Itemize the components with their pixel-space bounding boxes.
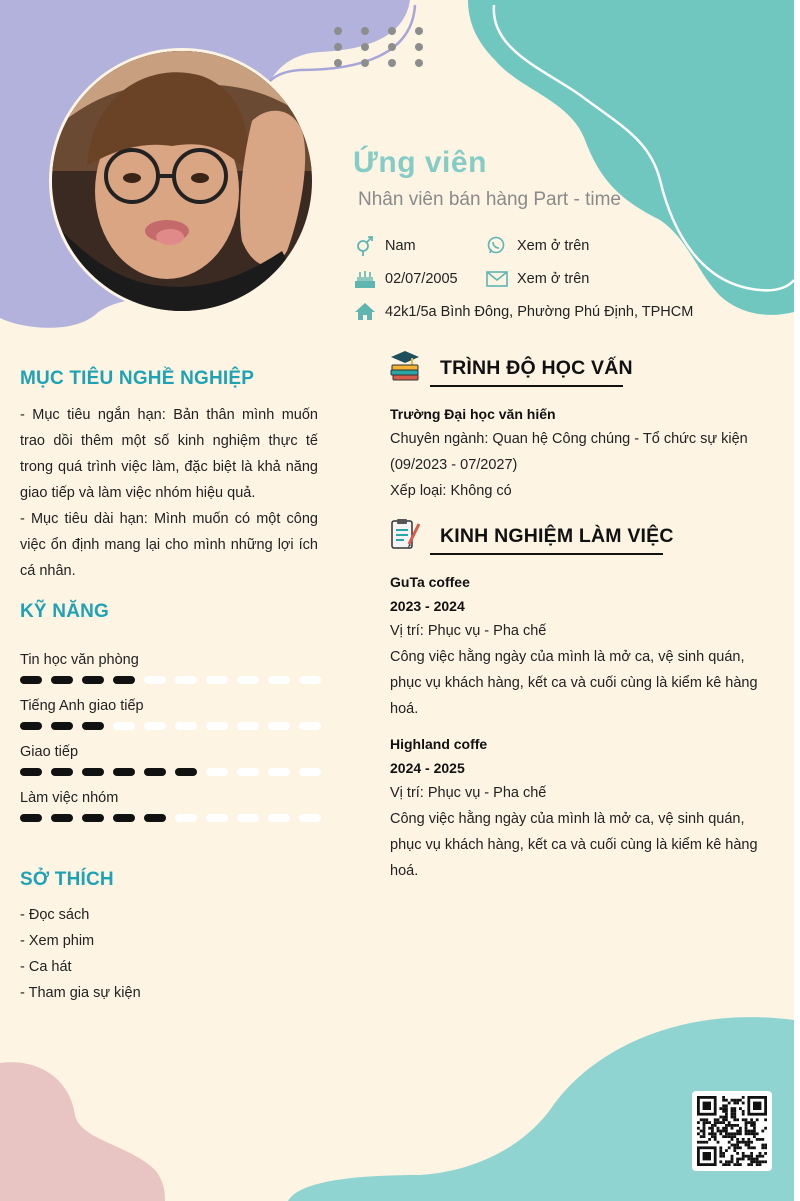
- skill-name: Giao tiếp: [20, 744, 79, 760]
- skill-dash-empty: [144, 676, 166, 684]
- skill-dash-empty: [175, 676, 197, 684]
- home-icon: [354, 302, 376, 322]
- skill-name: Tin học văn phòng: [20, 652, 139, 668]
- email-row: [486, 269, 589, 289]
- skill-dash-empty: [268, 814, 290, 822]
- skill-dash-empty: [237, 768, 259, 776]
- hobbies-title: SỞ THÍCH: [20, 869, 114, 890]
- job-company: GuTa coffee: [390, 574, 470, 590]
- skill-dash-filled: [20, 676, 42, 684]
- skill-dash-filled: [82, 676, 104, 684]
- skill-bar: [20, 674, 320, 684]
- job-position: Vị trí: Phục vụ - Pha chế: [390, 785, 547, 801]
- skill-dash-filled: [51, 814, 73, 822]
- qr-code: [692, 1091, 772, 1171]
- skill-dash-filled: [144, 768, 166, 776]
- skill-bar: [20, 812, 320, 822]
- education-school: Trường Đại học văn hiến: [390, 406, 556, 422]
- skill-dash-empty: [175, 722, 197, 730]
- job-description: Công việc hằng ngày của mình là mở ca, vệ sinh quán, phục vụ khách hàng, kết ca và cuối cùng là kiểm kê hàng hoá.: [390, 649, 758, 717]
- experience-title: KINH NGHIỆM LÀM VIỆC: [440, 525, 674, 547]
- skill-dash-empty: [175, 814, 197, 822]
- education-period: (09/2023 - 07/2027): [390, 457, 518, 473]
- education-title: TRÌNH ĐỘ HỌC VẤN: [440, 357, 633, 379]
- education-major: Chuyên ngành: Quan hệ Công chúng - Tổ chức sự kiện: [390, 431, 748, 447]
- skill-bar: [20, 720, 320, 730]
- envelope-icon: [486, 269, 508, 289]
- skill-dash-empty: [299, 768, 321, 776]
- birthday-row: [354, 269, 458, 289]
- skills-title: KỸ NĂNG: [20, 601, 110, 622]
- books-icon: [389, 350, 421, 382]
- skill-dash-empty: [237, 814, 259, 822]
- skill-dash-filled: [20, 814, 42, 822]
- skill-dash-filled: [82, 768, 104, 776]
- skill-dash-filled: [144, 814, 166, 822]
- education-grade: Xếp loại: Không có: [390, 483, 512, 499]
- skill-dash-filled: [113, 676, 135, 684]
- job-company: Highland coffe: [390, 736, 488, 752]
- skill-dash-filled: [20, 722, 42, 730]
- gender-icon: [354, 236, 376, 256]
- skill-dash-empty: [237, 676, 259, 684]
- skill-dash-empty: [299, 814, 321, 822]
- phone-row: [486, 236, 589, 256]
- skill-dash-filled: [20, 768, 42, 776]
- skill-dash-filled: [82, 722, 104, 730]
- skill-dash-empty: [268, 722, 290, 730]
- skill-bar: [20, 766, 320, 776]
- skill-dash-empty: [268, 676, 290, 684]
- email-value: Xem ở trên: [517, 271, 590, 287]
- candidate-role: Nhân viên bán hàng Part - time: [358, 189, 621, 210]
- skill-dash-empty: [206, 676, 228, 684]
- hobby-item: - Xem phim: [20, 933, 95, 949]
- skill-dash-empty: [299, 676, 321, 684]
- skill-name: Làm việc nhóm: [20, 790, 119, 806]
- skill-dash-empty: [237, 722, 259, 730]
- education-underline: [430, 385, 623, 387]
- job-period: 2024 - 2025: [390, 760, 465, 776]
- candidate-name: Ứng viên: [353, 146, 487, 179]
- phone-value: Xem ở trên: [517, 238, 590, 254]
- skill-dash-filled: [82, 814, 104, 822]
- skill-dash-filled: [51, 722, 73, 730]
- career-long-term: - Mục tiêu dài hạn: Mình muốn có một công việc ổn định mang lại cho mình những lợi ích cá nhân.: [20, 511, 318, 579]
- skill-dash-filled: [113, 768, 135, 776]
- address-value: 42k1/5a Bình Đông, Phường Phú Định, TPHCM: [385, 304, 694, 320]
- job-position: Vị trí: Phục vụ - Pha chế: [390, 623, 547, 639]
- skill-dash-empty: [268, 768, 290, 776]
- hobby-item: - Đọc sách: [20, 907, 90, 923]
- hobby-item: - Ca hát: [20, 959, 72, 975]
- skill-dash-empty: [206, 722, 228, 730]
- hobby-item: - Tham gia sự kiện: [20, 985, 141, 1001]
- career-title: MỤC TIÊU NGHỀ NGHIỆP: [20, 368, 255, 389]
- clipboard-icon: [389, 518, 423, 550]
- job-period: 2023 - 2024: [390, 598, 465, 614]
- skill-dash-empty: [206, 814, 228, 822]
- career-short-term: - Mục tiêu ngắn hạn: Bản thân mình muốn trao dồi thêm một số kinh nghiệm thực tế trong quá trình việc làm, đặc biệt là khả năng giao tiếp và làm việc nhóm hiệu quả.: [20, 407, 318, 501]
- skill-dash-empty: [144, 722, 166, 730]
- cake-icon: [354, 269, 376, 289]
- experience-underline: [430, 553, 663, 555]
- skill-dash-empty: [299, 722, 321, 730]
- skill-dash-empty: [206, 768, 228, 776]
- address-row: [354, 302, 693, 322]
- skill-dash-filled: [113, 814, 135, 822]
- skill-dash-filled: [51, 768, 73, 776]
- job-description: Công việc hằng ngày của mình là mở ca, vệ sinh quán, phục vụ khách hàng, kết ca và cuối cùng là kiểm kê hàng hoá.: [390, 811, 758, 879]
- gender-value: Nam: [385, 238, 416, 254]
- gender-row: [354, 236, 416, 256]
- skill-name: Tiếng Anh giao tiếp: [20, 698, 144, 714]
- whatsapp-icon: [486, 236, 508, 256]
- skill-dash-empty: [113, 722, 135, 730]
- skill-dash-filled: [51, 676, 73, 684]
- birthday-value: 02/07/2005: [385, 271, 458, 287]
- avatar-photo: [52, 51, 312, 311]
- skill-dash-filled: [175, 768, 197, 776]
